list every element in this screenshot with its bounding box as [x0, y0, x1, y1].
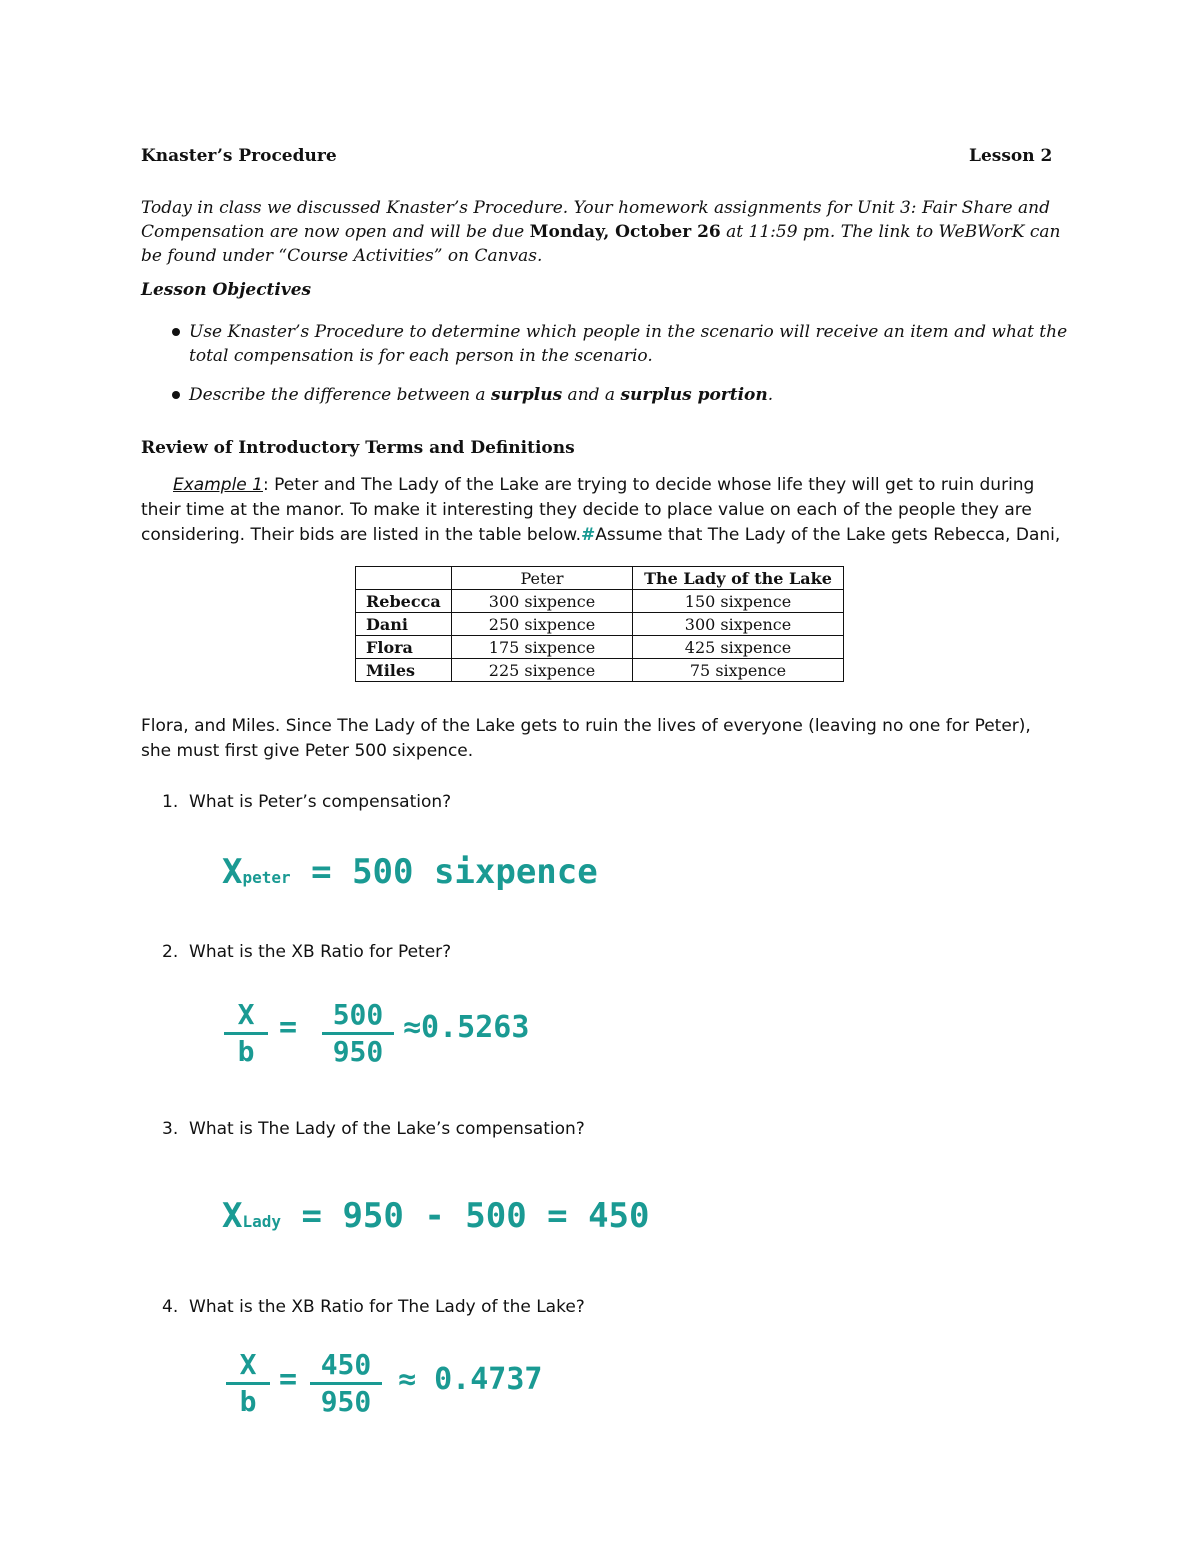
answer-4-value-fraction — [310, 1350, 382, 1417]
table-header-lady: The Lady of the Lake — [633, 567, 844, 590]
table-row — [356, 636, 844, 659]
answer-3-subscript: Lady — [242, 1212, 282, 1231]
row-name: Dani — [356, 613, 452, 636]
example-text-1: : Peter and The Lady of the Lake are trying to decide whose life they will get to ruin during — [262, 475, 1035, 495]
example-line-5: she must first give Peter 500 sixpence. — [141, 741, 474, 761]
due-date: Monday, October 26 — [529, 222, 721, 242]
fraction-denominator: 950 — [332, 1035, 384, 1068]
answer-3 — [222, 1196, 650, 1236]
peter-bid: 225 sixpence — [452, 659, 633, 682]
question-number: 1. — [162, 792, 179, 812]
question-number: 3. — [162, 1119, 179, 1139]
fraction-numerator: 500 — [332, 998, 384, 1031]
lady-bid: 425 sixpence — [633, 636, 844, 659]
document-title: Knaster’s Procedure — [141, 146, 337, 166]
answer-4-approx: ≈ 0.4737 — [398, 1362, 543, 1397]
intro-text-2: at 11:59 pm. The link to WeBWorK can be found under “Course Activities” on Canvas. — [141, 222, 1061, 266]
objective-2-text-e: . — [767, 385, 774, 405]
question-text: What is the XB Ratio for Peter? — [189, 942, 452, 962]
lady-bid: 150 sixpence — [633, 590, 844, 613]
example-line-2: their time at the manor. To make it interesting they decide to place value on each of the people they are — [141, 500, 1032, 520]
bullet-icon — [172, 391, 180, 399]
answer-2-approx: ≈0.5263 — [403, 1010, 530, 1045]
lady-bid: 300 sixpence — [633, 613, 844, 636]
question-number: 4. — [162, 1297, 179, 1317]
bullet-icon — [172, 328, 180, 336]
answer-2-equals: = — [279, 1010, 298, 1045]
term-surplus-portion: surplus portion — [620, 385, 768, 405]
question-3 — [162, 1119, 585, 1139]
table-header-row — [356, 567, 844, 590]
table-row — [356, 659, 844, 682]
example-line-3 — [141, 523, 1060, 548]
objective-2-text-c: and a — [562, 385, 621, 405]
lesson-number: Lesson 2 — [969, 146, 1053, 166]
table-header-blank — [356, 567, 452, 590]
question-4 — [162, 1297, 585, 1317]
peter-bid: 250 sixpence — [452, 613, 633, 636]
row-name: Miles — [356, 659, 452, 682]
answer-3-x: X — [222, 1196, 243, 1236]
lady-bid: 75 sixpence — [633, 659, 844, 682]
fraction-denominator: b — [239, 1385, 257, 1418]
question-2 — [162, 942, 451, 962]
example-label: Example 1 — [173, 475, 263, 495]
answer-3-value: = 950 - 500 = 450 — [301, 1196, 650, 1236]
row-name: Flora — [356, 636, 452, 659]
fraction-numerator: 450 — [320, 1348, 372, 1381]
answer-1 — [222, 852, 598, 892]
intro-text-1: Today in class we discussed Knaster’s Procedure. Your homework assignments for Unit 3: Fair Share and Compensation are now open and will be due — [141, 198, 1050, 242]
handwritten-mark-icon: # — [581, 525, 596, 545]
row-name: Rebecca — [356, 590, 452, 613]
term-surplus: surplus — [490, 385, 563, 405]
answer-4-equals: = — [279, 1362, 298, 1397]
answer-4-ratio-fraction — [226, 1350, 270, 1417]
answer-2-value-fraction — [322, 1000, 394, 1067]
question-text: What is The Lady of the Lake’s compensation? — [189, 1119, 585, 1139]
review-heading: Review of Introductory Terms and Definitions — [141, 438, 575, 458]
fraction-numerator: X — [237, 998, 255, 1031]
objective-item-1: Use Knaster’s Procedure to determine which people in the scenario will receive an item and what the total compensation is for each person in the scenario. — [189, 322, 1068, 366]
table-row — [356, 590, 844, 613]
peter-bid: 300 sixpence — [452, 590, 633, 613]
answer-1-x: X — [222, 852, 243, 892]
objective-item-2 — [189, 383, 773, 407]
table-row — [356, 613, 844, 636]
question-1 — [162, 792, 451, 812]
objectives-heading: Lesson Objectives — [141, 280, 312, 300]
answer-2-ratio-fraction — [224, 1000, 268, 1067]
fraction-numerator: X — [239, 1348, 257, 1381]
answer-1-subscript: peter — [242, 868, 291, 887]
question-text: What is the XB Ratio for The Lady of the Lake? — [189, 1297, 585, 1317]
example-line-4: Flora, and Miles. Since The Lady of the Lake gets to ruin the lives of everyone (leaving no one for Peter), — [141, 716, 1031, 736]
intro-paragraph — [141, 196, 1071, 268]
question-number: 2. — [162, 942, 179, 962]
question-text: What is Peter’s compensation? — [189, 792, 452, 812]
answer-1-value: = 500 sixpence — [311, 852, 598, 892]
fraction-denominator: 950 — [320, 1385, 372, 1418]
example-line-1 — [173, 473, 1034, 498]
fraction-denominator: b — [237, 1035, 255, 1068]
example-text-3a: considering. Their bids are listed in the table below. — [141, 525, 582, 545]
example-text-3b: Assume that The Lady of the Lake gets Rebecca, Dani, — [595, 525, 1061, 545]
objective-2-text-a: Describe the difference between a — [189, 385, 491, 405]
table-header-peter: Peter — [452, 567, 633, 590]
peter-bid: 175 sixpence — [452, 636, 633, 659]
bids-table — [355, 566, 844, 682]
